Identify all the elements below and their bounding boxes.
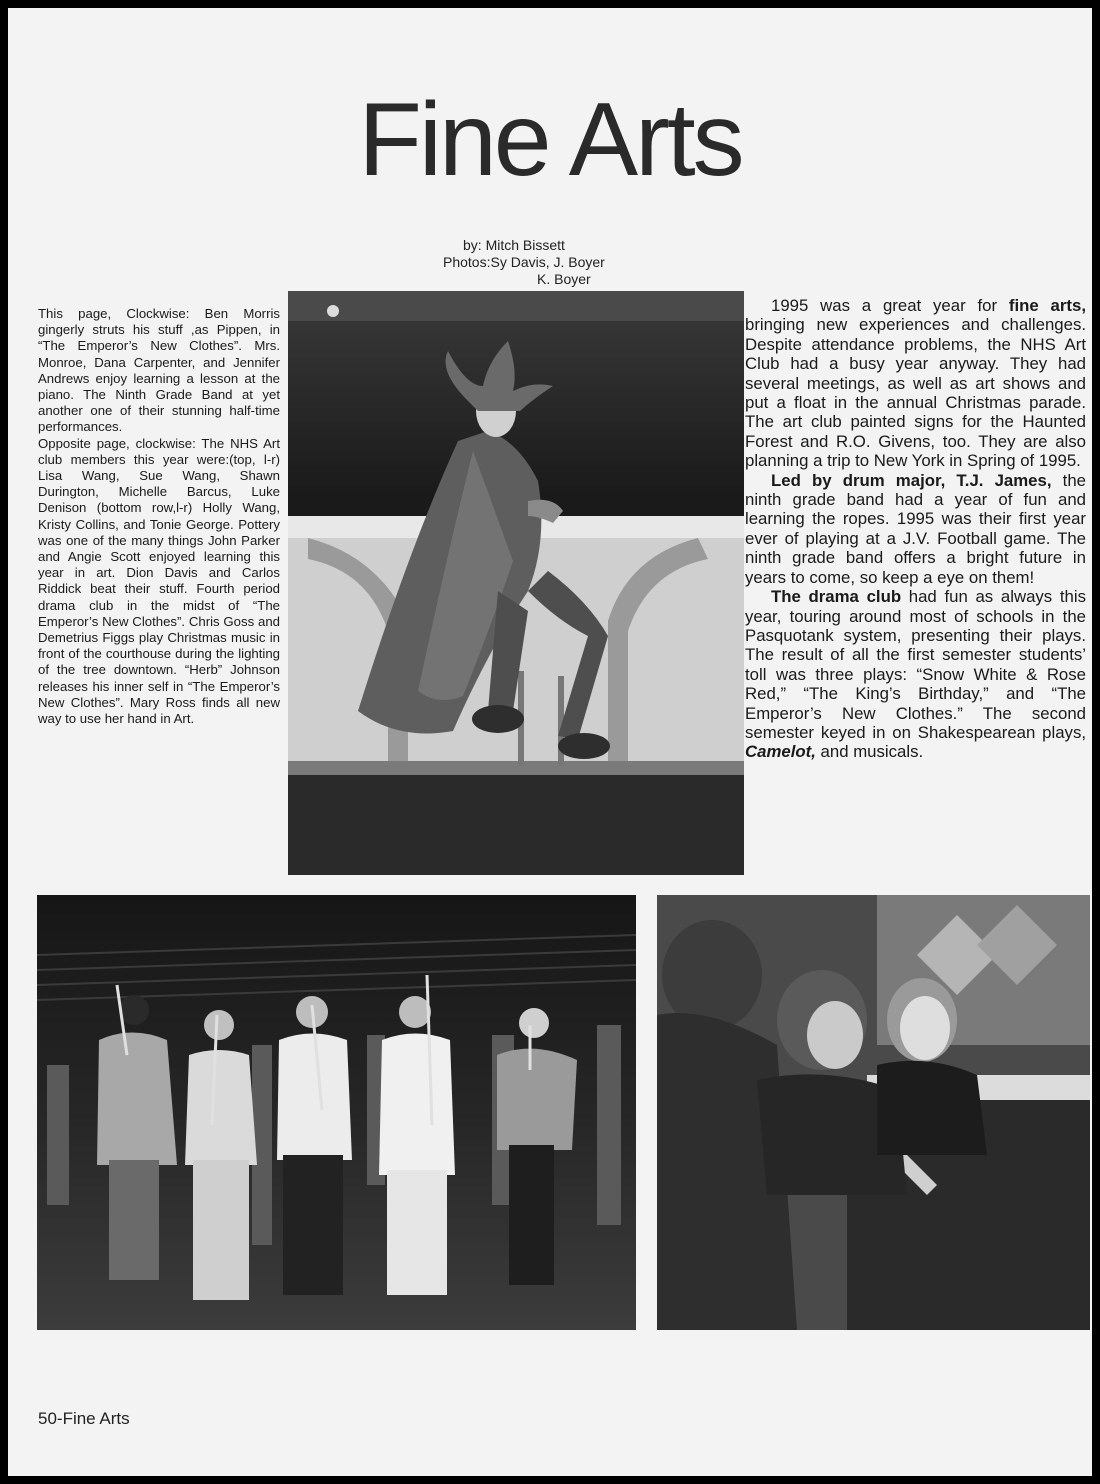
caption-this-page: This page, Clockwise: Ben Morris gingerly struts his stuff ,as Pippen, in “The Emperor’s New Clothes”. Mrs. Monroe, Dana Carpenter, and Jennifer Andrews enjoy learning a lesson at the piano. The Ninth Grade Band at yet another one of their stunning half-time performances. [38,306,280,435]
article-body [745,296,1086,762]
photo-credits-continued: K. Boyer [537,271,591,287]
article-paragraph-art: 1995 was a great year for fine arts, bringing new experiences and challenges. Despite attendance problems, the NHS Art Club had a busy year anyway. They had several meetings, as well as art shows and put a float in the annual Christmas parade. The art club painted signs for the Haunted Forest and R.O. Givens, too. They are also planning a trip to New York in Spring of 1995. [745,296,1086,471]
photo-caption [38,306,280,727]
article-paragraph-band: Led by drum major, T.J. James, the ninth grade band had a year of fun and learning the ropes. 1995 was their first year ever of playing at a J.V. Football game. The ninth grade band offers a bright future in years to come, so keep a eye on them! [745,470,1086,587]
piano-lesson-photo [657,895,1090,1330]
marching-band-photo [37,895,636,1330]
yearbook-page [8,8,1092,1476]
page-number-footer: 50-Fine Arts [38,1409,130,1428]
caption-opposite-page: Opposite page, clockwise: The NHS Art club members this year were:(top, l-r) Lisa Wang, Sue Wang, Shawn Durington, Michelle Barcus, Luke Denison (bottom row,l-r) Holly Wang, Kristy Collins, and Tonie George. Pottery was one of the many things John Parker and Angie Scott enjoyed learning this year in art. Dion Davis and Carlos Riddick beat their stuff. Fourth period drama club in the midst of “The Emperor’s New Clothes”. Chris Goss and Demetrius Figgs play Christmas music in front of the courthouse during the lighting of the tree downtown. “Herb” Johnson releases his inner self in “The Emperor’s New Clothes”. Mary Ross finds all new way to use her hand in Art. [38,435,280,727]
byline-credits [443,237,605,288]
drama-jester-photo [288,291,744,875]
photo-credits: Photos:Sy Davis, J. Boyer [443,254,605,270]
byline: by: Mitch Bissett [463,237,565,253]
article-paragraph-drama: The drama club had fun as always this year, touring around most of schools in the Pasquotank system, presenting their plays. The result of all the first semester students’ toll was three plays: “Snow White & Rose Red,” “The King’s Birthday,” and “The Emperor’s New Clothes.” The second semester keyed in on Shakespearean plays, Camelot, and musicals. [745,587,1086,762]
page-title: Fine Arts [358,82,742,198]
